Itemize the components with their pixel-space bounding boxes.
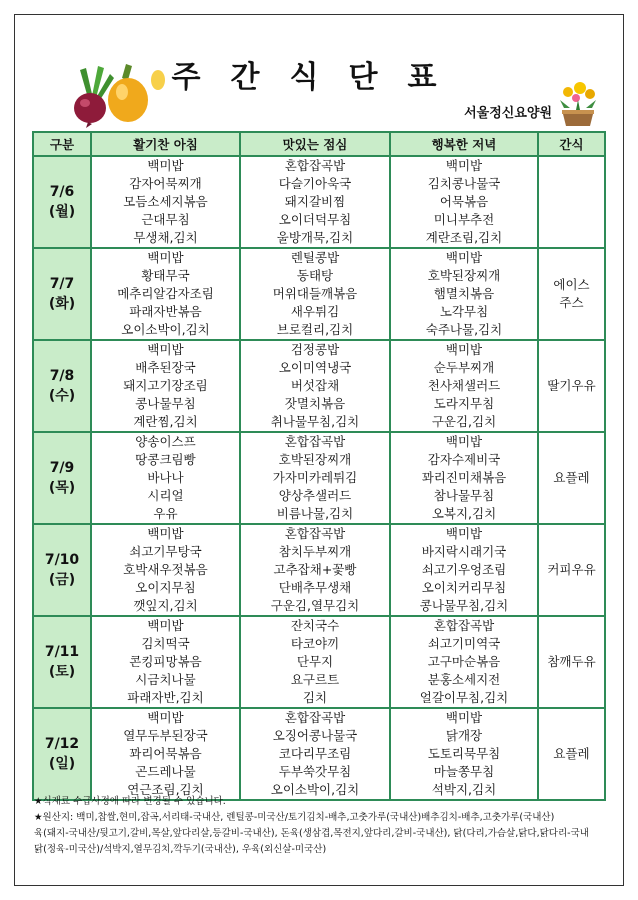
dinner-item: 미니부추전 (433, 212, 495, 227)
day-weekday: (금) (48, 572, 76, 588)
table-row (33, 524, 605, 616)
lunch-item: 취나물무침,김치 (270, 414, 360, 429)
breakfast-item: 메추리알감자조림 (117, 286, 214, 301)
day-cell (33, 524, 91, 616)
lunch-cell (240, 524, 390, 616)
dinner-item: 꽈리진미채볶음 (421, 470, 507, 485)
lunch-item: 검정콩밥 (290, 342, 340, 357)
breakfast-item: 시금치나물 (135, 672, 196, 687)
lunch-item: 머위대들깨볶음 (272, 286, 358, 301)
dinner-cell (390, 340, 538, 432)
breakfast-item: 꽈리어묵볶음 (129, 746, 202, 761)
weekly-menu-table (32, 131, 606, 801)
lunch-item: 참치두부찌개 (278, 544, 352, 559)
lunch-cell (240, 156, 390, 248)
dinner-item: 숙주나물,김치 (425, 322, 503, 337)
lunch-item: 오이더덕무침 (278, 212, 352, 227)
organization-name: 서울정신요양원 (464, 106, 552, 121)
lunch-item: 구운김,열무김치 (270, 598, 360, 613)
breakfast-item: 근대무침 (141, 212, 190, 227)
lunch-item: 동태탕 (296, 268, 334, 283)
breakfast-item: 콘킹피망볶음 (129, 654, 202, 669)
day-weekday: (수) (48, 388, 76, 404)
header-dinner: 행복한 저녁 (390, 132, 538, 156)
breakfast-item: 깻잎지,김치 (133, 598, 198, 613)
lunch-item: 타코야끼 (290, 636, 340, 651)
day-cell (33, 248, 91, 340)
lunch-item: 다슬기아욱국 (278, 176, 352, 191)
table-row (33, 616, 605, 708)
breakfast-item: 백미밥 (147, 526, 184, 541)
dinner-item: 순두부찌개 (433, 360, 495, 375)
dinner-cell (390, 156, 538, 248)
lunch-cell (240, 340, 390, 432)
breakfast-cell (91, 156, 240, 248)
note-change-notice: ★식재료 수급사정에 따라 변경될 수 있습니다. (34, 796, 226, 807)
dinner-item: 햄멸치볶음 (433, 286, 495, 301)
header-lunch: 맛있는 점심 (240, 132, 390, 156)
dinner-item: 오이치커리무침 (421, 580, 507, 595)
dinner-cell (390, 708, 538, 800)
dinner-cell (390, 524, 538, 616)
snack-item: 딸기우유 (547, 378, 596, 393)
note-origin: ★원산지: 백미,찹쌀,현미,잡곡,서리태-국내산, 렌틸콩-미국산/토기김치-배추,고춧가루(국내산)배추김치-배추,고춧가루(국내산) (34, 812, 555, 823)
snack-item: 커피우유 (547, 562, 596, 577)
lunch-item: 버섯잡채 (290, 378, 340, 393)
snack-cell (538, 616, 605, 708)
breakfast-item: 백미밥 (147, 710, 184, 725)
note-origin-continued: 닭(정육-미국산)/석박지,열무김치,깍두기(국내산), 우육(외신살-미국산) (34, 844, 327, 855)
lunch-item: 양상추샐러드 (278, 488, 352, 503)
snack-item: 참깨두유 (547, 654, 596, 669)
dinner-item: 백미밥 (445, 250, 483, 265)
lunch-item: 잣멸치볶음 (284, 396, 346, 411)
day-date: 7/9 (49, 460, 75, 476)
notes-section (34, 794, 606, 858)
day-cell (33, 156, 91, 248)
lunch-item: 가자미카레튀김 (272, 470, 358, 485)
snack-cell (538, 432, 605, 524)
dinner-item: 구운김,김치 (431, 414, 497, 429)
table-row (33, 156, 605, 248)
lunch-item: 혼합잡곡밥 (284, 526, 346, 541)
day-weekday: (일) (48, 756, 76, 772)
dinner-item: 백미밥 (445, 526, 483, 541)
breakfast-item: 배추된장국 (135, 360, 196, 375)
breakfast-cell (91, 708, 240, 800)
day-weekday: (목) (48, 480, 76, 496)
breakfast-cell (91, 524, 240, 616)
breakfast-item: 쇠고기무탕국 (129, 544, 202, 559)
dinner-item: 노각무침 (439, 304, 489, 319)
dinner-item: 혼합잡곡밥 (433, 618, 495, 633)
lunch-cell (240, 432, 390, 524)
dinner-item: 마늘쫑무침 (433, 764, 495, 779)
breakfast-item: 돼지고기장조림 (123, 378, 208, 393)
lunch-item: 단배추무생채 (278, 580, 352, 595)
table-row (33, 340, 605, 432)
day-date: 7/8 (49, 368, 75, 384)
flower-pot-illustration (548, 78, 608, 128)
table-row (33, 248, 605, 340)
lunch-cell (240, 708, 390, 800)
lunch-item: 렌틸콩밥 (290, 250, 340, 265)
snack-cell (538, 524, 605, 616)
lunch-item: 혼합잡곡밥 (284, 158, 346, 173)
note-origin-continued: 육(돼지-국내산/뒷고기,갈비,목살,앞다리살,등갈비-국내산), 돈육(생삼겹,목전지,앞다리,갈비-국내산), 닭(다리,가슴살,닭다,닭다리-국내 (34, 828, 589, 839)
breakfast-cell (91, 616, 240, 708)
lunch-item: 오이소박이,김치 (270, 782, 360, 797)
table-header-row (33, 132, 605, 156)
breakfast-item: 곤드레나물 (135, 764, 196, 779)
breakfast-item: 땅콩크림빵 (135, 452, 196, 467)
dinner-item: 쇠고기미역국 (427, 636, 501, 651)
table-row (33, 708, 605, 800)
dinner-item: 콩나물무침,김치 (419, 598, 509, 613)
dinner-cell (390, 248, 538, 340)
breakfast-item: 백미밥 (147, 158, 184, 173)
day-cell (33, 340, 91, 432)
lunch-cell (240, 248, 390, 340)
lunch-item: 고추잡채+꽃빵 (273, 562, 357, 577)
snack-item: 주스 (559, 295, 584, 310)
snack-item: 요플레 (553, 746, 590, 761)
lunch-item: 혼합잡곡밥 (284, 710, 346, 725)
breakfast-item: 연근조림,김치 (127, 782, 204, 797)
header-category: 구분 (33, 132, 91, 156)
lunch-cell (240, 616, 390, 708)
snack-cell (538, 248, 605, 340)
day-cell (33, 708, 91, 800)
lunch-item: 김치 (302, 690, 328, 705)
snack-item: 에이스 (553, 277, 590, 292)
breakfast-item: 파래자반,김치 (127, 690, 204, 705)
lunch-item: 오이미역냉국 (278, 360, 352, 375)
breakfast-item: 바나나 (147, 470, 184, 485)
day-date: 7/6 (49, 184, 75, 200)
lunch-item: 새우튀김 (290, 304, 340, 319)
lunch-item: 오징어콩나물국 (272, 728, 358, 743)
breakfast-item: 모듬소세지볶음 (123, 194, 208, 209)
breakfast-item: 황태무국 (141, 268, 190, 283)
dinner-item: 얼갈이무침,김치 (419, 690, 509, 705)
lunch-item: 요구르트 (290, 672, 340, 687)
breakfast-item: 호박새우젓볶음 (123, 562, 208, 577)
dinner-cell (390, 616, 538, 708)
breakfast-item: 양송이스프 (135, 434, 196, 449)
breakfast-item: 파래자반볶음 (129, 304, 202, 319)
dinner-item: 백미밥 (445, 342, 483, 357)
day-cell (33, 616, 91, 708)
day-cell (33, 432, 91, 524)
day-date: 7/10 (44, 552, 80, 568)
dinner-item: 백미밥 (445, 434, 483, 449)
table-row (33, 432, 605, 524)
breakfast-item: 콩나물무침 (135, 396, 196, 411)
lunch-item: 코다리무조림 (278, 746, 352, 761)
dinner-cell (390, 432, 538, 524)
dinner-item: 호박된장찌개 (427, 268, 501, 283)
dinner-item: 도토리묵무침 (427, 746, 501, 761)
lunch-item: 비름나물,김치 (276, 506, 354, 521)
page-title: 주간식단표 (171, 60, 467, 95)
breakfast-item: 오이지무침 (135, 580, 196, 595)
dinner-item: 도라지무침 (433, 396, 495, 411)
dinner-item: 석박지,김치 (431, 782, 497, 797)
breakfast-item: 계란찜,김치 (133, 414, 198, 429)
dinner-item: 감자수제비국 (427, 452, 501, 467)
day-weekday: (월) (48, 204, 76, 220)
breakfast-item: 오이소박이,김치 (121, 322, 210, 337)
day-weekday: (화) (48, 296, 76, 312)
breakfast-item: 감자어묵찌개 (129, 176, 202, 191)
dinner-item: 분홍소세지전 (427, 672, 501, 687)
breakfast-item: 열무두부된장국 (123, 728, 208, 743)
breakfast-item: 무생채,김치 (133, 230, 198, 245)
dinner-item: 천사채샐러드 (427, 378, 501, 393)
breakfast-item: 백미밥 (147, 342, 184, 357)
breakfast-item: 김치떡국 (141, 636, 190, 651)
dinner-item: 바지락시래기국 (421, 544, 507, 559)
breakfast-item: 우유 (153, 506, 178, 521)
header-breakfast: 활기찬 아침 (91, 132, 240, 156)
snack-item: 요플레 (553, 470, 590, 485)
lunch-item: 잔치국수 (290, 618, 340, 633)
lunch-item: 돼지갈비찜 (284, 194, 346, 209)
day-date: 7/12 (44, 736, 80, 752)
breakfast-item: 시리얼 (147, 488, 184, 503)
lunch-item: 혼합잡곡밥 (284, 434, 346, 449)
dinner-item: 백미밥 (445, 710, 483, 725)
dinner-item: 쇠고기우엉조림 (421, 562, 507, 577)
lunch-item: 호박된장찌개 (278, 452, 352, 467)
breakfast-cell (91, 432, 240, 524)
dinner-item: 오복지,김치 (431, 506, 497, 521)
lunch-item: 두부쑥갓무침 (278, 764, 352, 779)
dinner-item: 참나물무침 (433, 488, 495, 503)
dinner-item: 닭개장 (445, 728, 483, 743)
dinner-item: 백미밥 (445, 158, 483, 173)
snack-cell (538, 708, 605, 800)
snack-cell (538, 340, 605, 432)
breakfast-item: 백미밥 (147, 618, 184, 633)
day-weekday: (토) (48, 664, 76, 680)
day-date: 7/11 (44, 644, 80, 660)
header-snack: 간식 (538, 132, 605, 156)
breakfast-cell (91, 248, 240, 340)
dinner-item: 어묵볶음 (439, 194, 489, 209)
breakfast-cell (91, 340, 240, 432)
lunch-item: 울방개묵,김치 (276, 230, 354, 245)
dinner-item: 김치콩나물국 (427, 176, 501, 191)
breakfast-item: 백미밥 (147, 250, 184, 265)
lunch-item: 브로컬리,김치 (276, 322, 354, 337)
lunch-item: 단무지 (296, 654, 334, 669)
day-date: 7/7 (49, 276, 75, 292)
dinner-item: 계란조림,김치 (425, 230, 503, 245)
snack-cell (538, 156, 605, 248)
dinner-item: 고구마순볶음 (427, 654, 501, 669)
